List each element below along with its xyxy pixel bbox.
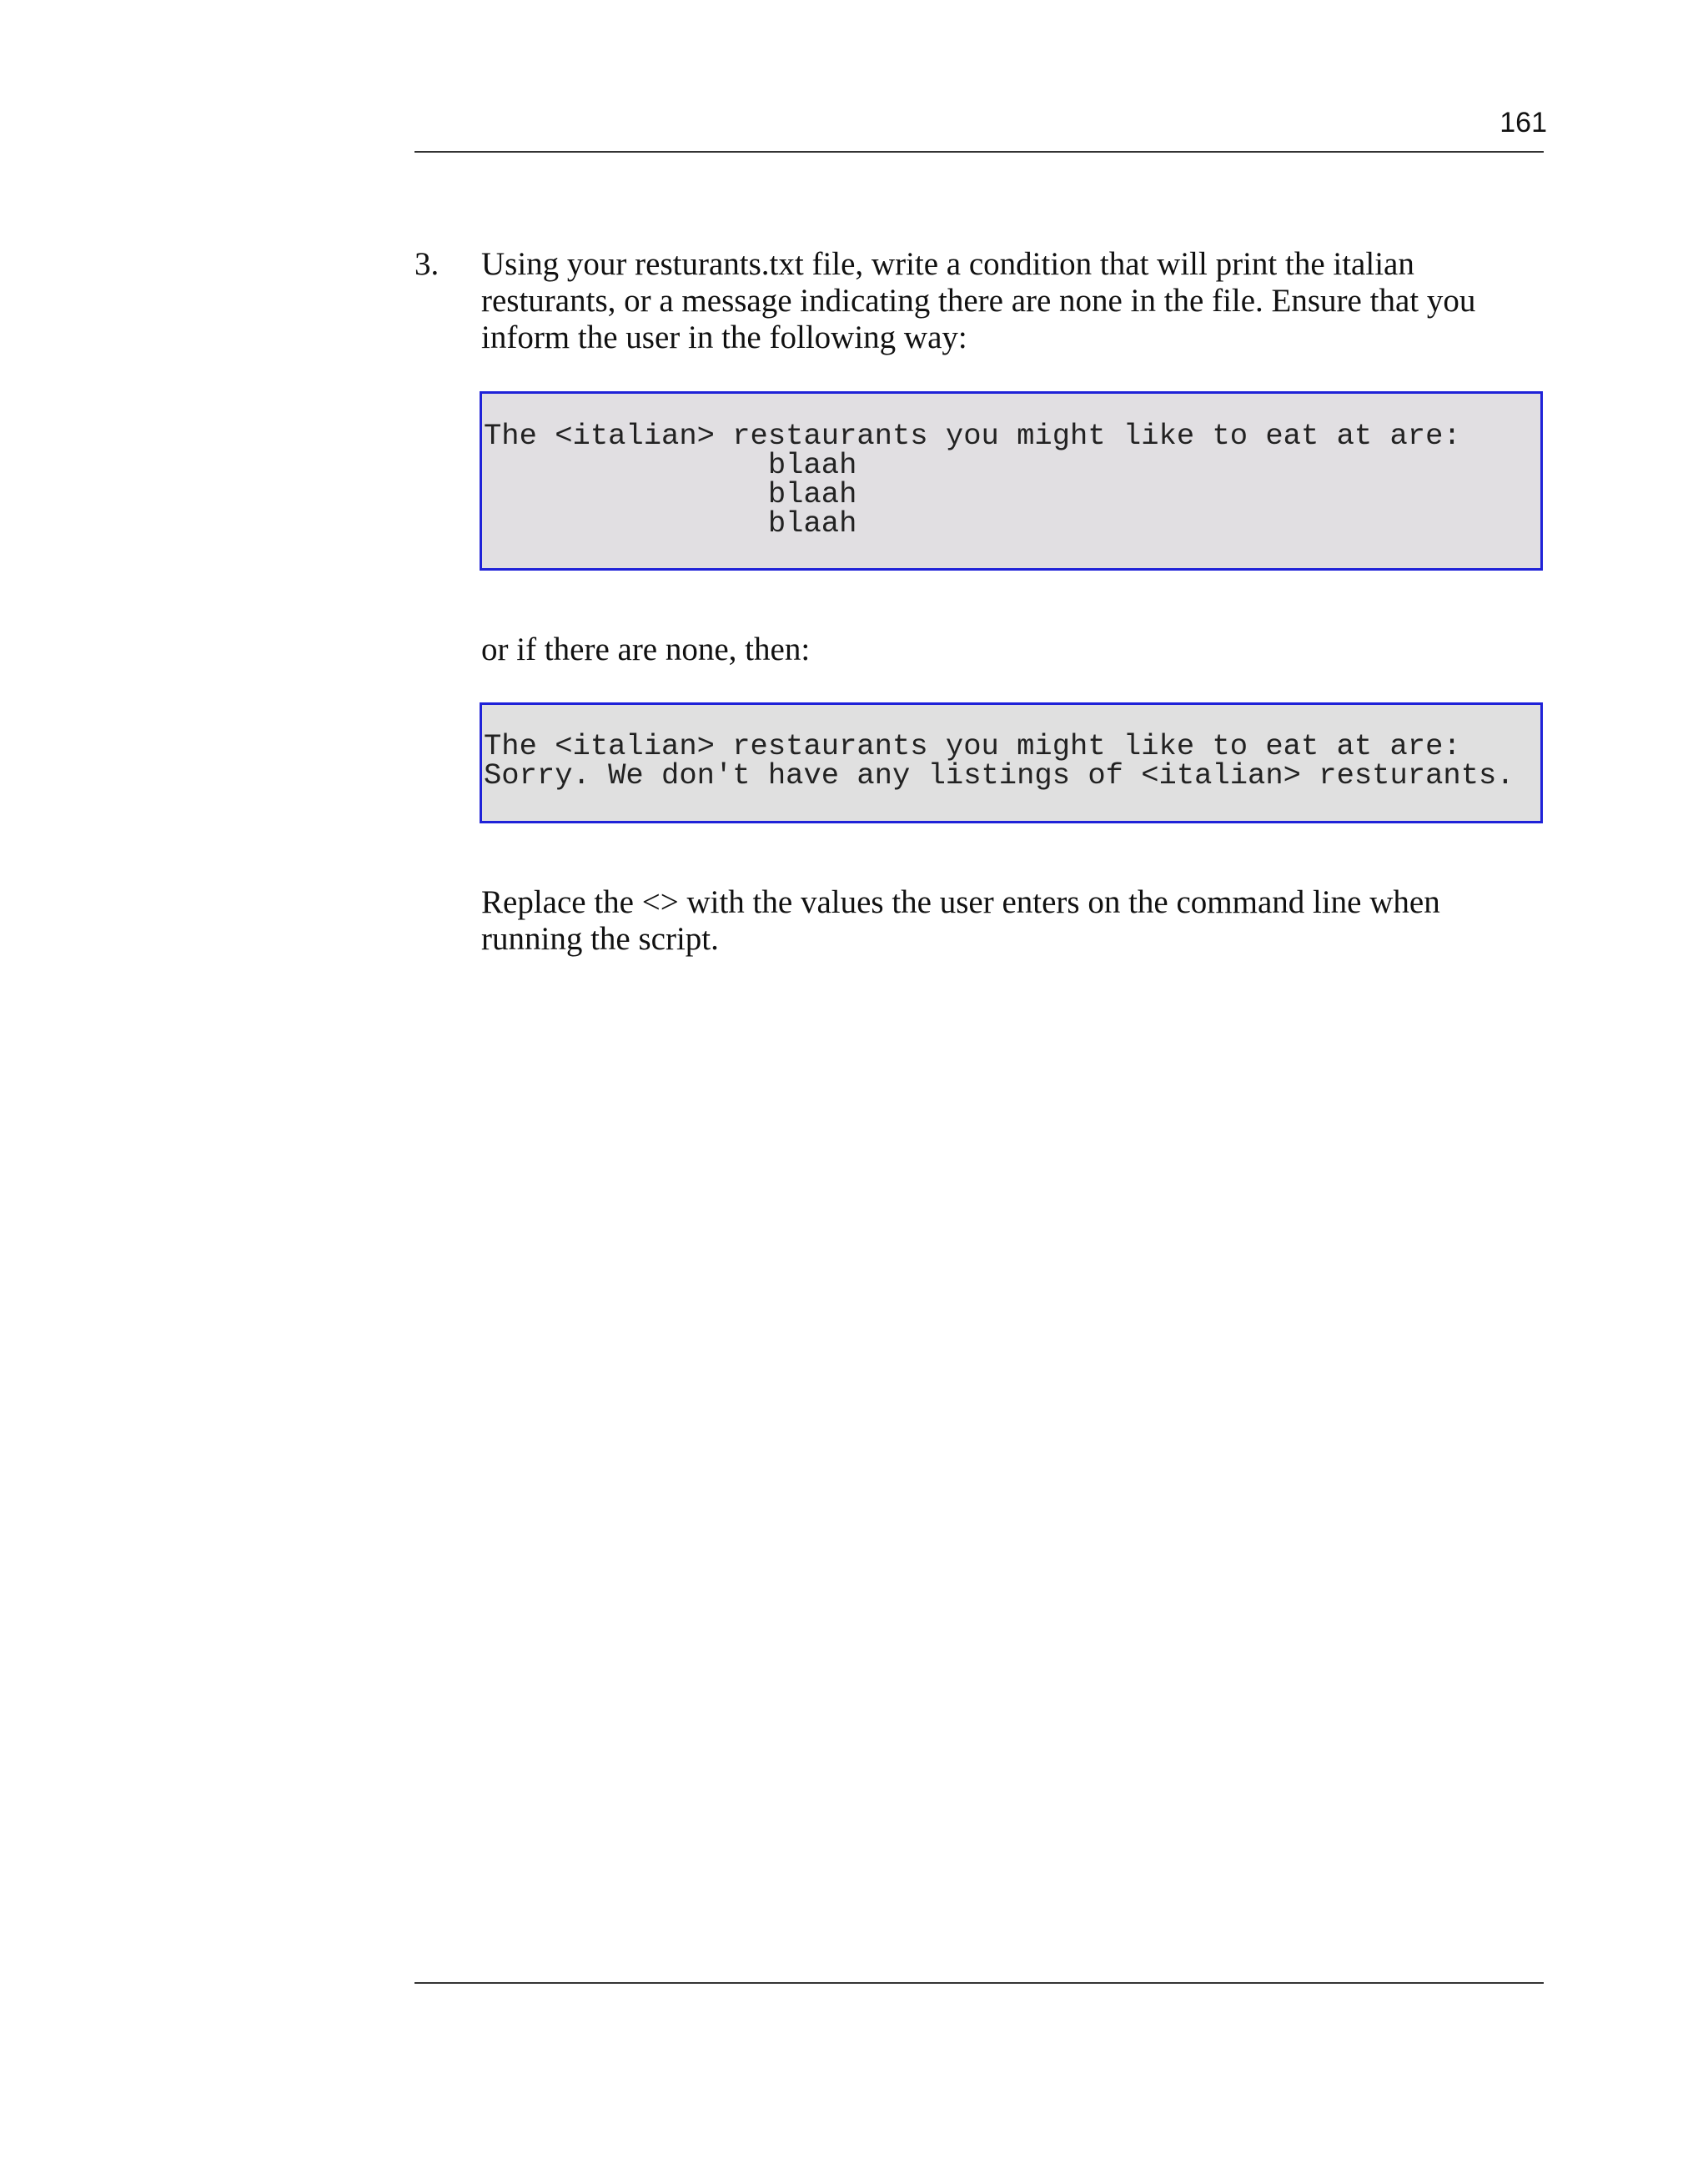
closing-line: running the script. <box>481 921 719 957</box>
instruction-line: Using your resturants.txt file, write a condition that will print the italian <box>481 246 1414 282</box>
closing-instruction <box>481 884 1549 958</box>
page-number: 161 <box>1500 107 1547 138</box>
closing-line: Replace the <> with the values the user enters on the command line when <box>481 884 1440 920</box>
footer-rule <box>414 1982 1544 1984</box>
instruction-line: resturants, or a message indicating there are none in the file. Ensure that you <box>481 283 1476 319</box>
header-rule <box>414 151 1544 153</box>
instruction-line: inform the user in the following way: <box>481 320 967 355</box>
code-example-listing <box>480 391 1543 571</box>
exercise-instruction <box>481 246 1549 356</box>
code-example-listing-text: The <italian> restaurants you might like to eat at are: blaah blaah blaah <box>484 419 1461 541</box>
code-example-none-text: The <italian> restaurants you might like to eat at are: Sorry. We don't have any listings of <italian> resturants. <box>484 729 1515 793</box>
alternative-text <box>481 632 1549 668</box>
alternative-line: or if there are none, then: <box>481 632 811 667</box>
exercise-number: 3. <box>414 246 440 282</box>
code-example-none <box>480 702 1543 823</box>
